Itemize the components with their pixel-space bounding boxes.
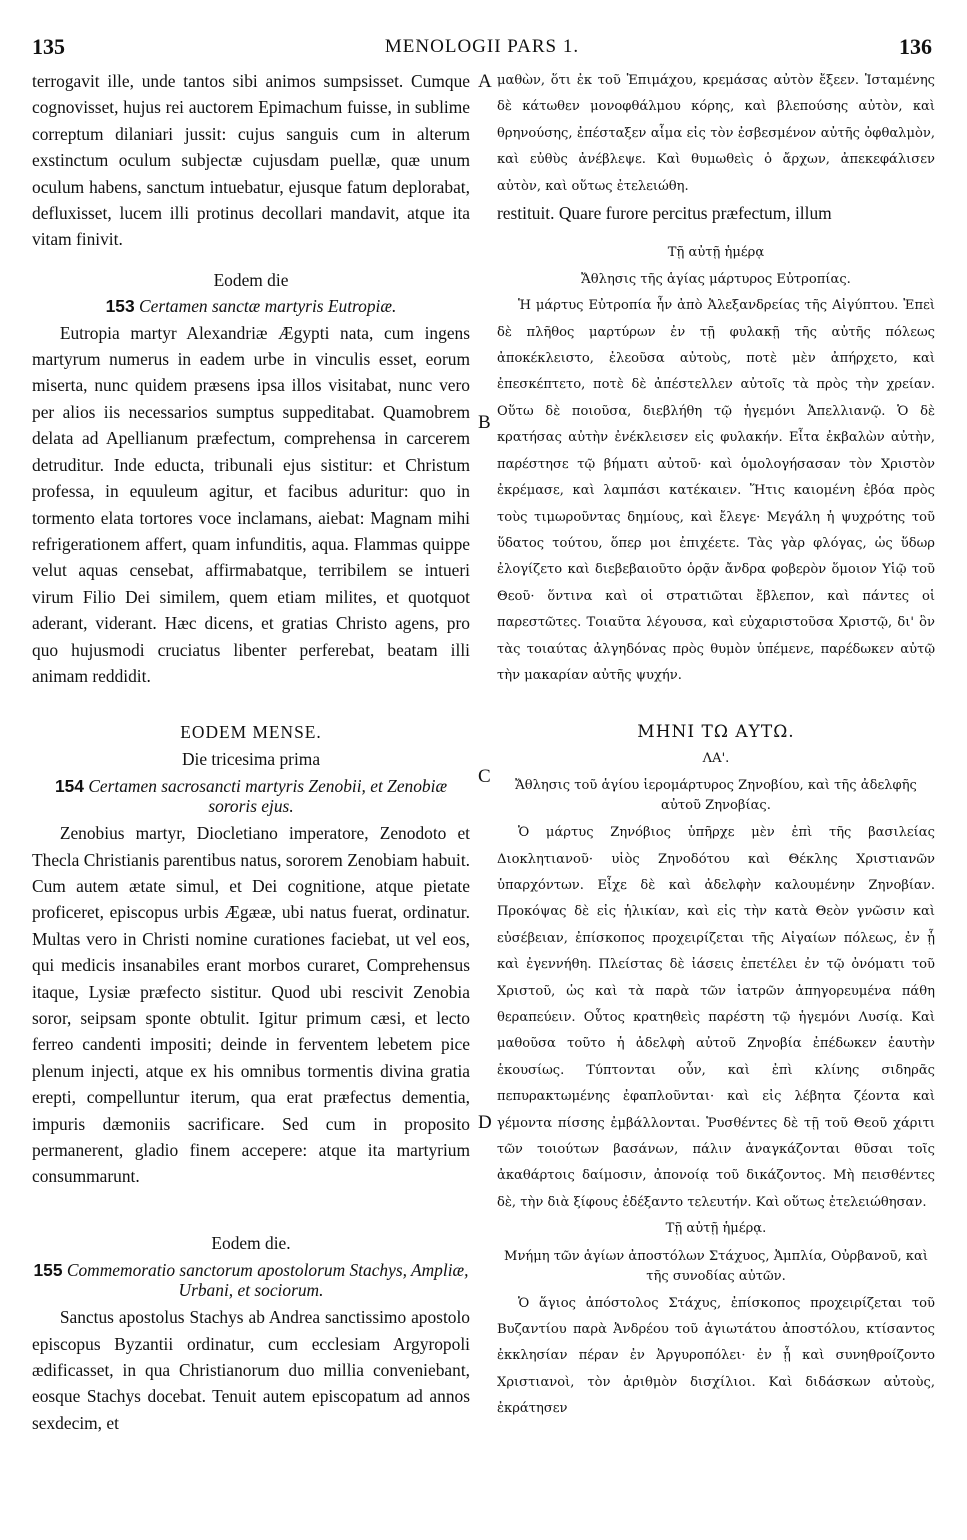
greek-155-day: Τῇ αὐτῇ ἡμέρᾳ. (665, 1221, 767, 1237)
margin-letter-b: B (478, 412, 491, 433)
latin-153-number: 153 (105, 296, 135, 317)
greek-154-body: Ὁ μάρτυς Ζηνόβιος ὑπῆρχε μὲν ἐπὶ τῆς βασιλείας Διοκλητιανοῦ· υἱὸς Ζηνοδότου καὶ Θέκλης Χριστιανῶν ὑπαρχόντων. Εἶχε δὲ καὶ ἀδελφὴν καλουμένην Ζηνοβίαν. Προκόψας δὲ εἰς ἡλικίαν, καὶ εἰς τὴν κατὰ Θεὸν γνῶσιν καὶ εὐσέβειαν, ἐπίσκοπος προχειρίζεται τῆς Αἰγαίων πόλεως, ἐν ᾗ καὶ ἐγεννήθη. Πλείστας δὲ ἰάσεις ἐπετέλει ἐν τῷ ὀνόματι τοῦ Χριστοῦ, ὡς καὶ τὰ παρὰ τῶν ἰατρῶν ἀπηγορευμένα πάθη θεραπεύειν. Οὗτος κρατηθεὶς παρέστη τῷ ἡγεμόνι Λυσίᾳ. Καὶ μαθοῦσα τοῦτο ἡ ἀδελφὴ αὐτοῦ Ζηνοβία ἐπέδωκεν ἑαυτὴν ἑκουσίως. Τύπτονται οὖν, καὶ ἐπὶ κλίνης σιδηρᾶς πεπυρακτωμένης ἐφαπλοῦνται· καὶ εἰς λέβητα ζέοντα καὶ γέμοντα πίσσης ἐμβάλλονται. Ῥυσθέντες δὲ τῇ τοῦ Θεοῦ χάριτι τῶν τοιούτων βασάνων, πάλιν ἀναγκάζονται θῦσαι τοῖς ἀκαθάρτοις δαίμοσιν, ἀπονοίᾳ τοῦ δικάζοντος. Μὴ πεισθέντες δὲ, τὴν διὰ ξίφους ἐδέξαντο τελευτήν. Καὶ οὕτως ἐτελειώθησαν. (497, 825, 935, 1210)
greek-153-day: Τῇ αὐτῇ ἡμέρᾳ (667, 245, 765, 261)
greek-153-title: Ἄθλησις τῆς ἁγίας μάρτυρος Εὐτροπίας. (581, 271, 851, 287)
latin-154-title: Certamen sacrosancti martyris Zenobii, et Zenobiæ sororis ejus. (88, 776, 448, 817)
latin-155-day: Eodem die. (211, 1232, 291, 1253)
greek-153-body: Ἡ μάρτυς Εὐτροπία ἦν ἀπὸ Ἀλεξανδρείας τῆς Αἰγύπτου. Ἐπεὶ δὲ πλῆθος μαρτύρων ἐν τῇ φυλακῇ τῆς αὐτῆς πόλεως ἀποκέκλειστο, ἐλεοῦσα αὐτοὺς, ποτὲ μὲν ἀπήρχετο, καὶ ἐπεσκέπτετο, ποτὲ δὲ ἀπέστελλεν αὐτοῖς τὰ πρὸς τὴν χρείαν. Οὕτω δὲ ποιοῦσα, διεβλήθη τῷ ἡγεμόνι Ἀπελλιανῷ. Ὁ δὲ κρατήσας αὐτὴν ἐνέκλεισεν εἰς φυλακήν. Εἶτα ἐκβαλὼν αὐτὴν, παρέστησε τῷ βήματι αὐτοῦ· καὶ ὁμολογήσασαν τὸν Χριστὸν ἐκρέμασε, καὶ λαμπάσι κατέκαιεν. Ἥτις καιομένη ἐβόα πρὸς τοὺς τιμωροῦντας δημίους, καὶ ἔλεγε· Μεγάλη ἡ ψυχρότης τοῦ ὕδατος τούτου, ὅπερ μοι ἐπιχέετε. Τὰς γὰρ φλόγας, ὡς ὕδωρ ἐλογίζετο καὶ διεβεβαιοῦτο ὁρᾷν ἄνδρα φοβερὸν ὅμοιον Υἱῷ τοῦ Θεοῦ· ὅντινα καὶ οἱ στρατιῶται ἔβλεπον, καὶ πάντες οἱ παρεστῶτες. Τοιαῦτα λέγουσα, καὶ εὐχαριστοῦσα Χριστῷ, δι' ὃν τὰς τοιαύτας ἀλγηδόνας πρὸς θυμὸν ὑπέμενε, παρέδωκεν αὐτῷ τὴν μακαρίαν αὐτῆς ψυχήν. (497, 298, 935, 683)
page-header (32, 34, 932, 62)
page-number-left: 135 (32, 34, 65, 59)
page-number-right: 136 (899, 34, 932, 59)
latin-153-body: Eutropia martyr Alexandriæ Ægypti nata, cum ingens martyrum numerus in eadem urbe in vinculis esset, eorum miserta, nunc quidem præsens ipsa illos visitabat, nunc vero per alios iis necessarios sumptus suppeditabat. Quamobrem delata ad Apellianum præfectum, comprehensa in carcerem detruditur. Inde educta, tribunali ejus sistitur: et Christum professa, in equuleum agitur, et facibus aduritur: quo in tormento elata tortores voce inclamans, aiebat: Magnam mihi refrigerationem affert, quam infunditis, aqua. Flammas quippe velut aquas censebat, affirmabatque, terribilem se intueri virum Filio Dei similem, quem etiam milites, et quotquot aderant, viderant. Hæc dicens, et gratias Christo agens, pro quo hujusmodi cruciatus libenter perferebat, beatam illi animam reddidit. (32, 322, 470, 686)
latin-intro-paragraph: terrogavit ille, unde tantos sibi animos sumpsisset. Cumque cognovisset, hujus rei auctorem Epimachum fuisse, in sublime correptum dilaniari jussit: cujus sanguis cum in alterum exstinctum oculum subjectæ cujusdam puellæ, quæ unum oculum habens, sanctum intuebatur, ejusque fatum deplorabat, defluxisset, lucem illi protinus decollari mandavit, atque ita vitam finivit. (32, 71, 470, 250)
greek-intro-paragraph: μαθὼν, ὅτι ἐκ τοῦ Ἐπιμάχου, κρεμάσας αὐτὸν ἔξεεν. Ἱσταμένης δὲ κάτωθεν μονοφθάλμου κόρης, καὶ βλεπούσης αὐτὸν, καὶ θρηνούσης, ἐπέσταξεν αἷμα εἰς τὸν ἐσβεσμένον αὐτῆς ὀφθαλμὸν, καὶ εὐθὺς ἀνέβλεψε. Καὶ θυμωθεὶς ὁ ἄρχων, ἀπεκεφάλισεν αὐτὸν, καὶ οὕτως ἐτελειώθη. (497, 73, 935, 194)
latin-154-heading (32, 772, 470, 820)
greek-column (497, 68, 935, 1423)
latin-155-number: 155 (33, 1260, 63, 1281)
greek-155-title: Μνήμη τῶν ἁγίων ἀποστόλων Στάχυος, Ἀμπλία, Οὐρβανοῦ, καὶ τῆς συνοδίας αὐτῶν. (504, 1248, 928, 1284)
latin-153-title: Certamen sanctæ martyris Eutropiæ. (139, 296, 397, 317)
latin-155-body: Sanctus apostolus Stachys ab Andrea sanctissimo apostolo episcopus Byzantii ordinatur, cum ecclesiam Argyropoli ædificasset, in qua Christianorum duo millia conveniebant, eosque Stachys docebat. Tenuit autem episcopatum ad annos sexdecim, et (32, 1307, 470, 1433)
margin-letter-c: C (478, 766, 491, 787)
latin-month-heading: EODEM MENSE. (180, 722, 322, 743)
latin-column (32, 68, 470, 1436)
greek-155-body: Ὁ ἅγιος ἀπόστολος Στάχυς, ἐπίσκοπος προχειρίζεται τοῦ Βυζαντίου παρὰ Ἀνδρέου τοῦ ἁγιωτάτου ἀποστόλου, κτίσαντος ἐκκλησίαν πέραν ἐν Ἀργυροπόλει· ἐν ᾗ καὶ συνηθροίζοντο Χριστιανοὶ, τὸν ἀριθμὸν δισχίλιοι. Καὶ διδάσκων αὐτοὺς, ἐκράτησεν (497, 1295, 935, 1417)
latin-154-body: Zenobius martyr, Diocletiano imperatore, Zenodoto et Thecla Christianis parentibus natus, sororem Zenobiam habuit. Cum autem ætate simul, et Dei cognitione, atque pietate proficeret, episcopus urbis Ægææ, ubi natus fuerat, ordinatur. Multas vero in Christi nomine curationes faciebat, ut vel eos, qui medicis insanabiles erant morbos curaret, Comprehensus itaque, Lysiæ præfecto sistitur. Quod ubi rescivit Zenobia soror, seipsam sponte obtulit. Igitur primum cæsi, et lecto ferreo candenti impositi; deinde in ferventem lebetem pice plenum injecti, atque ex his omnibus tormentis divina gratia erepti, compelluntur iterum, qua erat præfectus dementia, impuris dæmoniis sacrificare. Sed cum in proposito permanerent, gladio finem accepere: atque ita martyrium consummarunt. (32, 823, 470, 1187)
margin-letter-a: A (478, 71, 492, 92)
running-head: MENOLOGII PARS 1. (384, 36, 580, 57)
latin-day-thirty-one: Die tricesima prima (181, 748, 321, 769)
greek-154-title: Ἄθλησις τοῦ ἁγίου ἱερομάρτυρος Ζηνοβίου, καὶ τῆς ἀδελφῆς αὐτοῦ Ζηνοβίας. (515, 778, 917, 814)
latin-155-heading (32, 1256, 470, 1304)
greek-month-heading: ΜΗΝΙ ΤΩ ΑΥΤΩ. (637, 722, 795, 743)
greek-intro-latin-continuation: restituit. Quare furore percitus præfectum, illum (497, 203, 832, 224)
latin-155-title: Commemoratio sanctorum apostolorum Stachys, Ampliæ, Urbani, et sociorum. (66, 1260, 469, 1301)
latin-154-number: 154 (54, 776, 84, 797)
greek-day-thirty-one: ΛΑ'. (702, 750, 730, 766)
latin-153-day: Eodem die (213, 269, 289, 290)
margin-letter-d: D (478, 1112, 492, 1133)
latin-153-heading (32, 293, 470, 319)
